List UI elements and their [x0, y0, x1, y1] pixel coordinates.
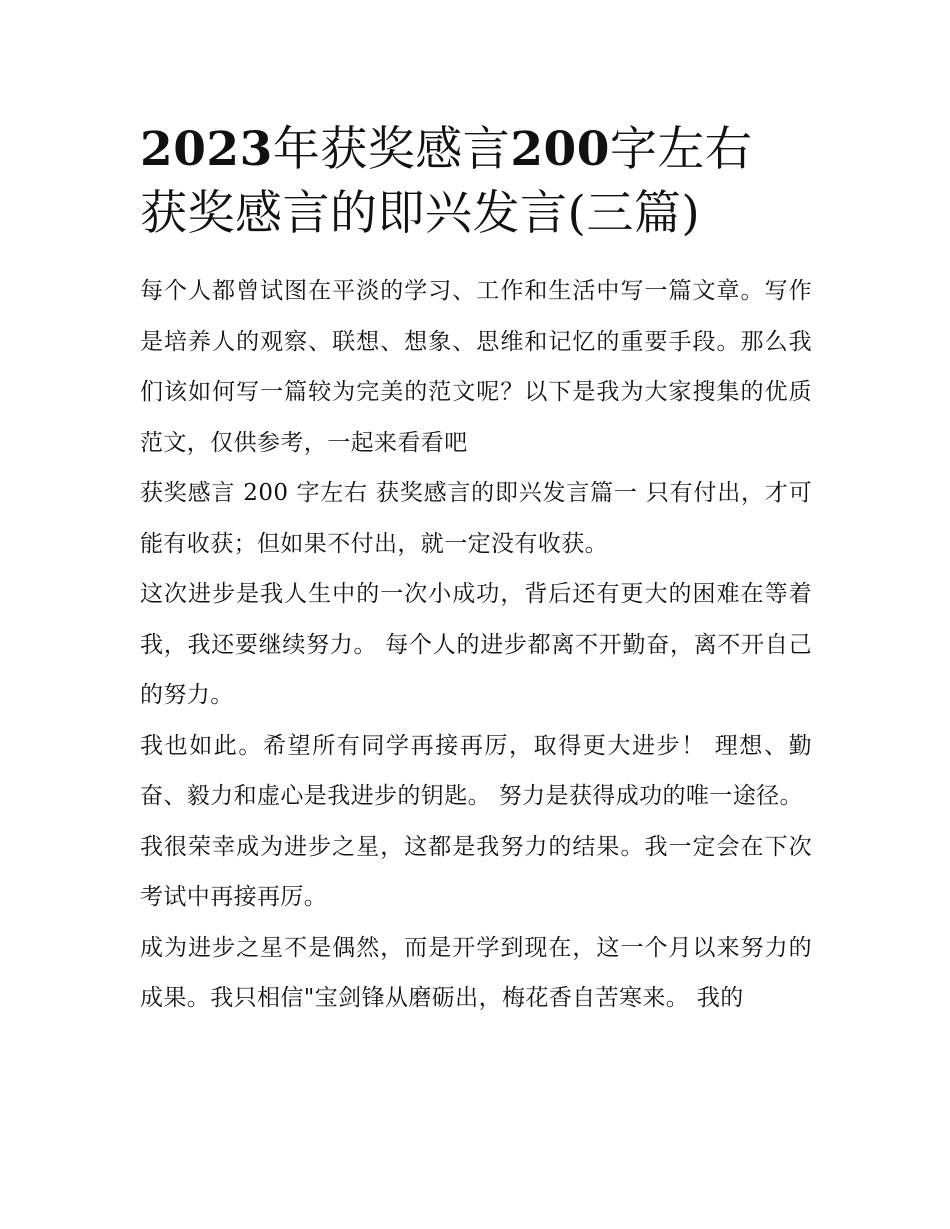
- title-text-2: 字左右 获奖感言的即兴发言(三篇): [140, 122, 753, 241]
- paragraph-intro: 每个人都曾试图在平淡的学习、工作和生活中写一篇文章。写作是培养人的观察、联想、想象、思维和记忆的重要手段。那么我们该如何写一篇较为完美的范文呢？以下是我为大家搜集的优质范文，仅供参考，一起来看看吧: [140, 278, 812, 456]
- title-text-1: 年获奖感言: [272, 122, 511, 177]
- document-body: [140, 266, 812, 1024]
- title-number: 200: [510, 122, 610, 177]
- paragraph-3: 我也如此。希望所有同学再接再厉，取得更大进步！ 理想、勤奋、毅力和虚心是我进步的钥匙。 努力是获得成功的唯一途径。: [140, 732, 812, 809]
- paragraph-1: 获奖感言 200 字左右 获奖感言的即兴发言篇一 只有付出，才可能有收获；但如果不付出，就一定没有收获。: [140, 480, 812, 557]
- title-year: 2023: [140, 122, 273, 177]
- paragraph-4: 我很荣幸成为进步之星，这都是我努力的结果。我一定会在下次考试中再接再厉。: [140, 833, 812, 910]
- document-page: [140, 118, 812, 1024]
- paragraph-5: 成为进步之星不是偶然，而是开学到现在，这一个月以来努力的成果。我只相信"宝剑锋从磨砺出，梅花香自苦寒来。 我的: [140, 934, 812, 1011]
- paragraph-2: 这次进步是我人生中的一次小成功，背后还有更大的困难在等着我，我还要继续努力。 每个人的进步都离不开勤奋，离不开自己的努力。: [140, 581, 812, 708]
- document-title: [140, 118, 812, 246]
